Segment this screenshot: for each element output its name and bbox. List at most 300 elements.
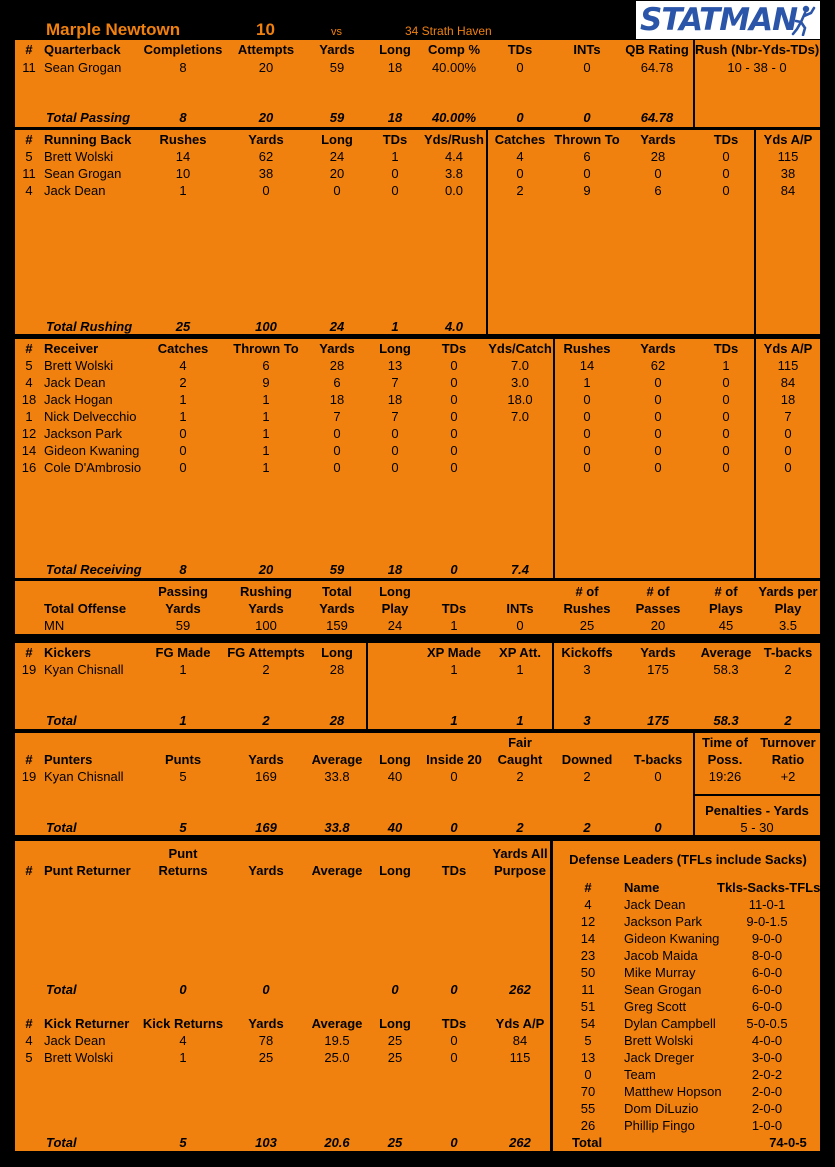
table-row-cell: 18.0	[507, 392, 533, 407]
table-row-cell: 115	[777, 358, 799, 373]
total-row-cell: 5	[179, 1135, 187, 1150]
total-row-cell: 25	[387, 1135, 403, 1150]
table-row-cell: 14	[579, 358, 595, 373]
offense-value: 100	[255, 618, 277, 633]
table-row-cell: 115	[509, 1050, 531, 1065]
column-header: FG Made	[155, 645, 211, 660]
column-header: Yds/Catch	[488, 341, 552, 356]
turnover-ratio-header: Turnover	[760, 735, 816, 750]
table-row-cell: 5	[179, 769, 187, 784]
table-row-cell: 2	[583, 769, 591, 784]
total-row-cell: 262	[509, 1135, 531, 1150]
column-header: # of	[575, 584, 599, 599]
time-of-possession-value: 19:26	[708, 769, 742, 784]
table-row-cell: 5-0-0.5	[746, 1016, 788, 1031]
table-row-cell: 0	[722, 426, 730, 441]
column-header: TDs	[507, 42, 533, 57]
table-row-cell: 0	[583, 60, 591, 75]
table-row-cell: 24	[329, 149, 345, 164]
total-row-cell: 20.6	[324, 1135, 350, 1150]
column-header: Play	[381, 601, 409, 616]
offense-value: 0	[516, 618, 524, 633]
table-row-cell: 0	[391, 166, 399, 181]
table-row-cell: 3-0-0	[751, 1050, 783, 1065]
total-row-cell: 33.8	[324, 820, 350, 835]
vs-label: vs	[331, 26, 342, 38]
table-row-cell: 2	[262, 662, 270, 677]
total-row-cell: 20	[258, 110, 274, 125]
column-header: Downed	[561, 752, 613, 767]
table-row-cell: 0	[654, 166, 662, 181]
table-row-cell: 0	[450, 426, 458, 441]
table-row-cell: 25	[387, 1033, 403, 1048]
table-row-cell: 9	[262, 375, 270, 390]
table-row-cell: Dylan Campbell	[624, 1016, 716, 1031]
table-row-cell: 0	[722, 460, 730, 475]
table-row-cell: 18	[387, 60, 403, 75]
column-header: Punters	[44, 752, 93, 767]
column-header: Yards	[248, 752, 284, 767]
table-row-cell: 9	[583, 183, 591, 198]
table-row-cell: 1	[179, 409, 187, 424]
column-header: TDs	[382, 132, 408, 147]
column-header: #	[25, 752, 33, 767]
table-row-cell: 5	[25, 358, 33, 373]
total-row-cell: 40	[387, 820, 403, 835]
table-row-cell: 6	[654, 183, 662, 198]
table-row-cell: 1	[583, 375, 591, 390]
total-row-cell: 1	[450, 713, 458, 728]
column-header: Receiver	[44, 341, 99, 356]
column-header: Punt Returner	[44, 863, 131, 878]
column-header: FG Attempts	[227, 645, 305, 660]
column-header: Long	[321, 132, 353, 147]
table-row-cell: 8	[179, 60, 187, 75]
table-row-cell: 0	[583, 392, 591, 407]
column-header: Average	[700, 645, 752, 660]
table-row-cell: 0	[450, 460, 458, 475]
column-header: Rushes	[159, 132, 207, 147]
table-row-cell: Jack Dean	[44, 375, 106, 390]
table-row-cell: Greg Scott	[624, 999, 687, 1014]
column-header: Yards	[319, 42, 355, 57]
table-row-cell: 58.3	[713, 662, 739, 677]
table-row-cell: 0	[654, 426, 662, 441]
column-header: Passes	[635, 601, 681, 616]
column-header: Running Back	[44, 132, 132, 147]
column-header: Yards	[248, 863, 284, 878]
table-row-cell: 0	[722, 375, 730, 390]
table-row-cell: 28	[650, 149, 666, 164]
table-row-cell: 38	[780, 166, 796, 181]
table-row-cell: Jack Hogan	[44, 392, 113, 407]
column-header: Average	[311, 863, 363, 878]
total-row-cell: 2	[784, 713, 792, 728]
table-row-cell: 20	[258, 60, 274, 75]
column-header: Yards	[640, 132, 676, 147]
column-header: #	[25, 42, 33, 57]
column-header: Passing	[158, 584, 208, 599]
table-row-cell: 19	[21, 662, 37, 677]
table-row-cell: 1	[722, 358, 730, 373]
table-row-cell: Team	[624, 1067, 656, 1082]
column-header: Rush (Nbr-Yds-TDs)	[695, 42, 820, 57]
table-row-cell: Kyan Chisnall	[44, 662, 124, 677]
total-row-cell: 18	[387, 110, 403, 125]
table-row-cell: 2	[784, 662, 792, 677]
total-row-cell: 28	[329, 713, 345, 728]
total-row-cell: 0	[654, 820, 662, 835]
table-row-cell: 6-0-0	[751, 982, 783, 997]
table-row-cell: 25.0	[324, 1050, 350, 1065]
table-row-cell: Gideon Kwaning	[44, 443, 140, 458]
total-row-cell: 0	[450, 982, 458, 997]
column-header: Yards	[248, 601, 284, 616]
table-row-cell: Gideon Kwaning	[624, 931, 720, 946]
table-row-cell: 7.0	[510, 409, 530, 424]
turnover-ratio-header: Ratio	[771, 752, 805, 767]
column-header: Yards	[248, 132, 284, 147]
column-header: Long	[379, 863, 411, 878]
table-row-cell: 0	[583, 409, 591, 424]
table-row-cell: 11-0-1	[748, 897, 786, 912]
table-row-cell: 6	[333, 375, 341, 390]
table-row-cell: 7.0	[510, 358, 530, 373]
column-header: Yards	[319, 601, 355, 616]
column-header: QB Rating	[625, 42, 689, 57]
column-header: Yards per	[758, 584, 818, 599]
total-row-cell: 0	[450, 562, 458, 577]
table-row-cell: 1	[391, 149, 399, 164]
table-row-cell: 0	[450, 769, 458, 784]
table-row-cell: 51	[580, 999, 596, 1014]
column-header: Quarterback	[44, 42, 121, 57]
table-row-cell: 169	[255, 769, 277, 784]
total-row-cell: 40.00%	[431, 110, 477, 125]
offense-value: 45	[718, 618, 734, 633]
total-row-cell: 58.3	[713, 713, 739, 728]
table-row-cell: 16	[21, 460, 37, 475]
table-row-cell: 5	[25, 1050, 33, 1065]
column-header: INTs	[506, 601, 534, 616]
column-header: Thrown To	[233, 341, 299, 356]
total-row-cell: 8	[179, 562, 187, 577]
column-header: Catches	[494, 132, 546, 147]
table-row-cell: Brett Wolski	[44, 149, 114, 164]
column-header: Yds/Rush	[424, 132, 484, 147]
total-row-cell: 2	[583, 820, 591, 835]
table-row-cell: 1	[262, 460, 270, 475]
rushing-ap-divider	[754, 130, 756, 334]
table-row-cell: Dom DiLuzio	[624, 1101, 699, 1116]
poss-penalties-divider	[693, 794, 820, 796]
table-row-cell: 0	[654, 409, 662, 424]
table-row-cell: 1	[179, 662, 187, 677]
home-team-name: Marple Newtown	[46, 20, 181, 39]
table-row-cell: 4	[25, 183, 33, 198]
column-header: Long	[379, 1016, 411, 1031]
table-row-cell: Nick Delvecchio	[44, 409, 137, 424]
table-row-cell: 0	[583, 443, 591, 458]
offense-value: 24	[387, 618, 403, 633]
table-row-cell: 0	[333, 426, 341, 441]
table-row-cell: 11	[22, 60, 36, 75]
column-header: XP Made	[427, 645, 481, 660]
table-row-cell: 18	[780, 392, 796, 407]
total-row-cell: 4.0	[444, 319, 464, 334]
total-row-cell: 59	[329, 110, 345, 125]
column-header: Total	[321, 584, 353, 599]
table-row-cell: 0	[391, 460, 399, 475]
table-row-cell: 0	[784, 426, 792, 441]
total-row-cell: 1	[516, 713, 524, 728]
column-header: Yards	[165, 601, 201, 616]
kicking-xp-divider-right	[552, 643, 554, 729]
table-row-cell: 4	[179, 358, 187, 373]
table-row-cell: 0	[583, 460, 591, 475]
table-row-cell: 18	[387, 392, 403, 407]
column-header: Kick Returns	[142, 1016, 224, 1031]
table-row-cell: 12	[21, 426, 37, 441]
column-header: Yds A/P	[495, 1016, 545, 1031]
table-row-cell: 0	[654, 443, 662, 458]
table-row-cell: 4	[179, 1033, 187, 1048]
table-row-cell: 1-0-0	[751, 1118, 783, 1133]
table-row-cell: 62	[650, 358, 666, 373]
total-row-cell: 7.4	[510, 562, 530, 577]
table-row-cell: 2-0-2	[751, 1067, 783, 1082]
table-row-cell: 2	[516, 769, 524, 784]
table-row-cell: 38	[258, 166, 274, 181]
column-header: Returns	[158, 863, 208, 878]
table-row-cell: 1	[262, 426, 270, 441]
column-header: INTs	[573, 42, 601, 57]
table-row-cell: 12	[580, 914, 596, 929]
column-header: Average	[311, 752, 363, 767]
column-header: Long	[379, 752, 411, 767]
column-header: Average	[311, 1016, 363, 1031]
table-row-cell: 4	[584, 897, 592, 912]
table-row-cell: 0	[584, 1067, 592, 1082]
total-row-cell: Total	[46, 713, 77, 728]
column-header: Punts	[164, 752, 202, 767]
statman-logo	[636, 1, 820, 39]
table-row-cell: 18	[21, 392, 37, 407]
table-row-cell: 0	[262, 183, 270, 198]
table-row-cell: 0	[391, 426, 399, 441]
table-row-cell: Kyan Chisnall	[44, 769, 124, 784]
table-row-cell: 7	[391, 409, 399, 424]
column-header: Yards	[248, 1016, 284, 1031]
table-row-cell: 0	[391, 183, 399, 198]
table-row-cell: 84	[512, 1033, 528, 1048]
turnover-ratio-value: +2	[780, 769, 796, 784]
table-row-cell: 14	[580, 931, 596, 946]
table-row-cell: 3	[583, 662, 591, 677]
total-row-cell: 64.78	[640, 110, 674, 125]
table-row-cell: 0	[450, 375, 458, 390]
total-row-cell: 0	[516, 110, 524, 125]
table-row-cell: 5	[584, 1033, 592, 1048]
table-row-cell: 0	[784, 460, 792, 475]
table-row-cell: 0	[722, 392, 730, 407]
total-row-cell: 0	[262, 982, 270, 997]
total-row-cell: 24	[329, 319, 345, 334]
column-header: Attempts	[237, 42, 295, 57]
table-row-cell: 19.5	[324, 1033, 350, 1048]
table-row-cell: 0	[450, 443, 458, 458]
total-row-cell: 25	[175, 319, 191, 334]
column-header: #	[25, 1016, 33, 1031]
total-row-cell: 59	[329, 562, 345, 577]
table-row-cell: 0	[333, 183, 341, 198]
penalties-value: 5 - 30	[740, 820, 774, 835]
table-row-cell: 20	[329, 166, 345, 181]
table-row-cell: 40.00%	[431, 60, 477, 75]
table-row-cell: 28	[329, 662, 345, 677]
total-row-cell: Total Rushing	[46, 319, 133, 334]
table-row-cell: 3.8	[444, 166, 464, 181]
table-row-cell: 28	[329, 358, 345, 373]
column-header: TDs	[441, 863, 467, 878]
table-row-cell: 0	[722, 443, 730, 458]
table-row-cell: Cole D'Ambrosio	[44, 460, 142, 475]
total-row-cell: 103	[255, 1135, 277, 1150]
table-row-cell: 0	[722, 409, 730, 424]
table-row-cell: 25	[387, 1050, 403, 1065]
column-header: Kickoffs	[561, 645, 613, 660]
table-row-cell: 2	[516, 183, 524, 198]
table-row-cell: 0	[179, 426, 187, 441]
table-row-cell: 33.8	[324, 769, 350, 784]
table-row-cell: Jack Dean	[44, 183, 106, 198]
table-row-cell: 0	[450, 392, 458, 407]
column-header: Rushes	[563, 341, 611, 356]
column-header: Long	[321, 645, 353, 660]
total-row-cell: Total Passing	[46, 110, 131, 125]
table-row-cell: Phillip Fingo	[624, 1118, 695, 1133]
table-row-cell: 18	[329, 392, 345, 407]
total-row-cell: 18	[387, 562, 403, 577]
column-header: TDs	[441, 341, 467, 356]
table-row-cell: 0	[516, 166, 524, 181]
column-header: #	[584, 880, 592, 895]
column-header: Yards	[319, 341, 355, 356]
total-row-cell: 2	[516, 820, 524, 835]
table-row-cell: Jack Dean	[44, 1033, 106, 1048]
table-row-cell: 0	[583, 426, 591, 441]
table-row-cell: 64.78	[640, 60, 674, 75]
column-header: Name	[624, 880, 660, 895]
table-row-cell: 0.0	[444, 183, 464, 198]
table-row-cell: 0	[583, 166, 591, 181]
total-row-cell: 3	[583, 713, 591, 728]
table-row-cell: 0	[722, 183, 730, 198]
table-row-cell: 0	[450, 409, 458, 424]
column-header: Completions	[143, 42, 223, 57]
table-row-cell: 25	[258, 1050, 274, 1065]
offense-label: Total Offense	[44, 601, 127, 616]
table-row-cell: 7	[333, 409, 341, 424]
column-header: T-backs	[763, 645, 813, 660]
total-row-cell: 0	[179, 982, 187, 997]
table-row-cell: 4	[25, 1033, 33, 1048]
table-row-cell: Jack Dean	[624, 897, 686, 912]
table-row-cell: 10	[175, 166, 191, 181]
table-row-cell: Jack Dreger	[624, 1050, 695, 1065]
table-row-cell: 0	[654, 375, 662, 390]
table-row-cell: 50	[580, 965, 596, 980]
table-row-cell: 78	[258, 1033, 274, 1048]
column-header: Yards	[640, 645, 676, 660]
column-header: Catches	[157, 341, 209, 356]
receiving-ap-divider	[754, 339, 756, 578]
column-header: TDs	[713, 132, 739, 147]
total-row-cell: 169	[255, 820, 277, 835]
time-of-possession-header: Poss.	[707, 752, 743, 767]
column-header: XP Att.	[499, 645, 541, 660]
table-row-cell: Jackson Park	[44, 426, 123, 441]
table-row-cell: 0	[333, 443, 341, 458]
defense-total-value: 74-0-5	[769, 1135, 807, 1150]
table-row-cell: 1	[25, 409, 33, 424]
total-row-cell: 262	[509, 982, 531, 997]
total-row-cell: 0	[391, 982, 399, 997]
total-row-cell: 1	[391, 319, 399, 334]
table-row-cell: Sean Grogan	[44, 166, 122, 181]
table-row-cell: 115	[777, 149, 799, 164]
table-row-cell: 70	[580, 1084, 596, 1099]
total-row-cell: 175	[647, 713, 669, 728]
table-row-cell: 1	[179, 392, 187, 407]
total-row-cell: 20	[258, 562, 274, 577]
table-row-cell: 0	[179, 443, 187, 458]
defense-total-label: Total	[572, 1135, 603, 1150]
total-row-cell: Total	[46, 820, 77, 835]
table-row-cell: 26	[580, 1118, 596, 1133]
table-row-cell: 4	[25, 375, 33, 390]
table-row-cell: 54	[580, 1016, 596, 1031]
column-header: Long	[379, 584, 411, 599]
table-row-cell: 4-0-0	[751, 1033, 783, 1048]
total-row-cell: 2	[262, 713, 270, 728]
table-row-cell: 13	[580, 1050, 596, 1065]
table-row-cell: Brett Wolski	[44, 358, 114, 373]
total-row-cell: Total	[46, 982, 77, 997]
column-header: Rushing	[240, 584, 292, 599]
table-row-cell: Brett Wolski	[624, 1033, 694, 1048]
table-row-cell: 0	[391, 443, 399, 458]
table-row-cell: 6-0-0	[751, 999, 783, 1014]
table-row-cell: 40	[387, 769, 403, 784]
table-row-cell: 1	[262, 409, 270, 424]
column-header: TDs	[441, 601, 467, 616]
column-header: Yards	[640, 341, 676, 356]
table-row-cell: 2-0-0	[751, 1084, 783, 1099]
table-row-cell: 7	[391, 375, 399, 390]
table-row-cell: 9-0-0	[751, 931, 783, 946]
table-row-cell: 1	[262, 443, 270, 458]
total-row-cell: 1	[179, 713, 187, 728]
column-header: Play	[774, 601, 802, 616]
table-row-cell: Jackson Park	[624, 914, 703, 929]
column-header: Long	[379, 341, 411, 356]
table-row-cell: Jacob Maida	[624, 948, 698, 963]
table-row-cell: 4	[516, 149, 524, 164]
table-row-cell: 0	[450, 358, 458, 373]
offense-value: 59	[175, 618, 191, 633]
column-header: Inside 20	[426, 752, 482, 767]
